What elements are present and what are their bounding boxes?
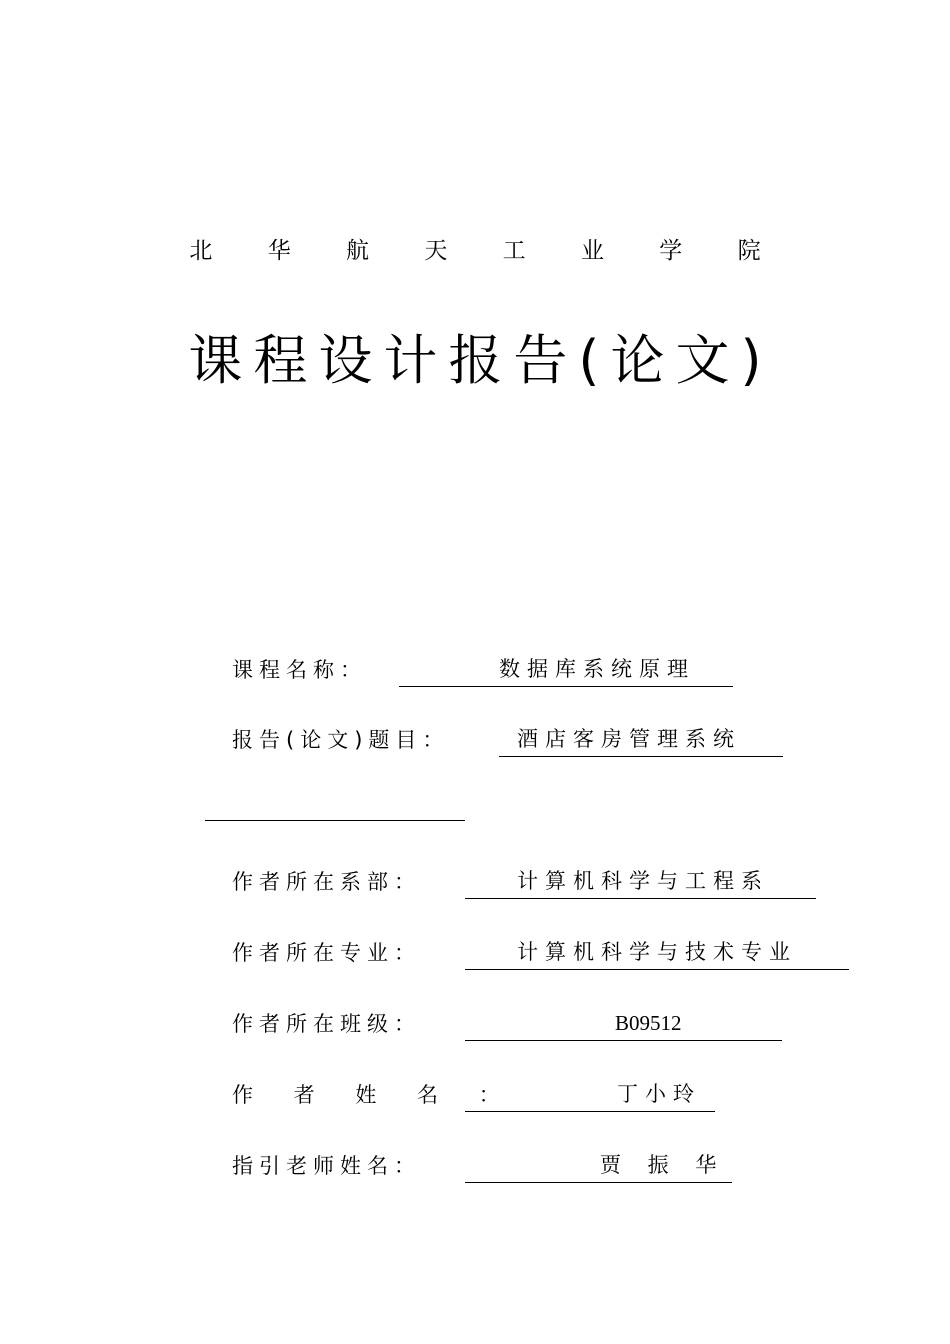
field-value-line: [465, 866, 816, 899]
field-label: 指引老师姓名：: [232, 1154, 421, 1178]
field-supervisor-name: [232, 1150, 727, 1182]
field-label: 作者所在班级：: [232, 1012, 421, 1036]
field-author-name: [232, 1079, 701, 1111]
field-label: 作者所在专业：: [232, 941, 421, 965]
field-value-line: [465, 1150, 732, 1183]
field-value-line: [399, 654, 733, 687]
field-value: 贾 振 华: [600, 1153, 727, 1177]
field-report-topic: [232, 724, 741, 756]
field-value-line: [465, 1079, 715, 1112]
field-label: 作 者 姓 名 ：: [232, 1083, 517, 1107]
field-value: 数据库系统原理: [499, 657, 695, 681]
field-value: 丁小玲: [617, 1082, 701, 1106]
field-value-line: [499, 724, 783, 757]
field-department: [232, 866, 769, 898]
field-value: 酒店客房管理系统: [517, 727, 741, 751]
field-label: 作者所在系部：: [232, 870, 421, 894]
institution-name: 北 华 航 天 工 业 学 院: [189, 238, 785, 264]
field-label: 课程名称：: [232, 658, 367, 682]
field-value-line: [465, 1008, 782, 1041]
field-value: B09512: [615, 1011, 682, 1035]
field-value-line: [465, 937, 849, 970]
field-label: 报告(论文)题目：: [232, 728, 450, 752]
field-value: 计算机科学与技术专业: [517, 940, 797, 964]
blank-underline: [205, 820, 465, 821]
field-major: [232, 937, 797, 969]
field-class: [232, 1008, 682, 1040]
report-title: 课程设计报告(论文): [188, 329, 773, 392]
field-course-name: [232, 654, 695, 686]
field-value: 计算机科学与工程系: [517, 869, 769, 893]
